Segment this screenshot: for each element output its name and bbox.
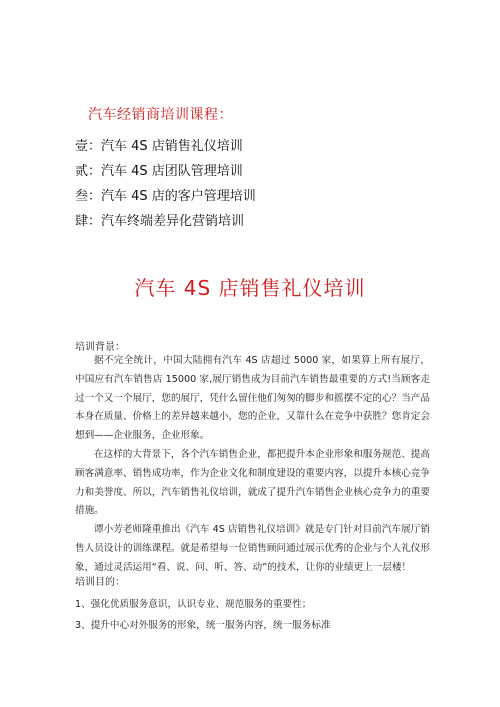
objective-item-1: 1、强化优质服务意识，认识专业、规范服务的重要性；	[75, 599, 312, 610]
objectives-label: 培训目的：	[75, 577, 125, 588]
background-paragraph-3: 谭小芳老师隆重推出《汽车 4S 店销售礼仪培训》就是专门针对目前汽车展厅销售人员设计的训练课程。就是希望每一位销售顾问通过展示优秀的企业与个人礼仪形象，通过灵活运用“看、说、问、听、答、动”的技术，让你的业绩更上一层楼！	[75, 524, 430, 573]
course-item-2: 贰：汽车 4S 店团队管理培训	[75, 164, 243, 179]
background-paragraph-2: 在这样的大背景下，各个汽车销售企业，都把提升本企业形象和服务规范、提高顾客满意率、销售成功率，作为企业文化和制度建设的重要内容，以提升本核心竞争力和美誉度、所以，汽车销售礼仪培训，就成了提升汽车销售企业核心竞争力的重要措施。	[75, 448, 430, 517]
main-title: 汽车 4S 店销售礼仪培训	[134, 276, 366, 300]
course-item-4: 肆：汽车终端差异化营销培训	[75, 214, 245, 229]
course-item-3: 叁：汽车 4S 店的客户管理培训	[75, 189, 256, 204]
course-item-1: 壹：汽车 4S 店销售礼仪培训	[75, 139, 243, 154]
background-body	[75, 352, 430, 578]
objective-item-2: 3、提升中心对外服务的形象，统一服务内容，统一服务标准	[75, 620, 331, 631]
course-list-heading: 汽车经销商培训课程：	[88, 107, 233, 123]
background-label: 培训背景：	[75, 342, 125, 353]
background-paragraph-1: 据不完全统计，中国大陆拥有汽车 4S 店超过 5000 家，如果算上所有展厅，中国应有汽车销售店 15000 家,展厅销售成为目前汽车销售最重要的方式!当顾客走过一个又一个展厅，您的展厅，凭什么留住他们匆匆的脚步和摇摆不定的心？当产品本身在质量、价格上的差异越来越小，您的企业，又靠什么在竞争中获胜？您肯定会想到——企业服务，企业形象。	[75, 355, 430, 442]
